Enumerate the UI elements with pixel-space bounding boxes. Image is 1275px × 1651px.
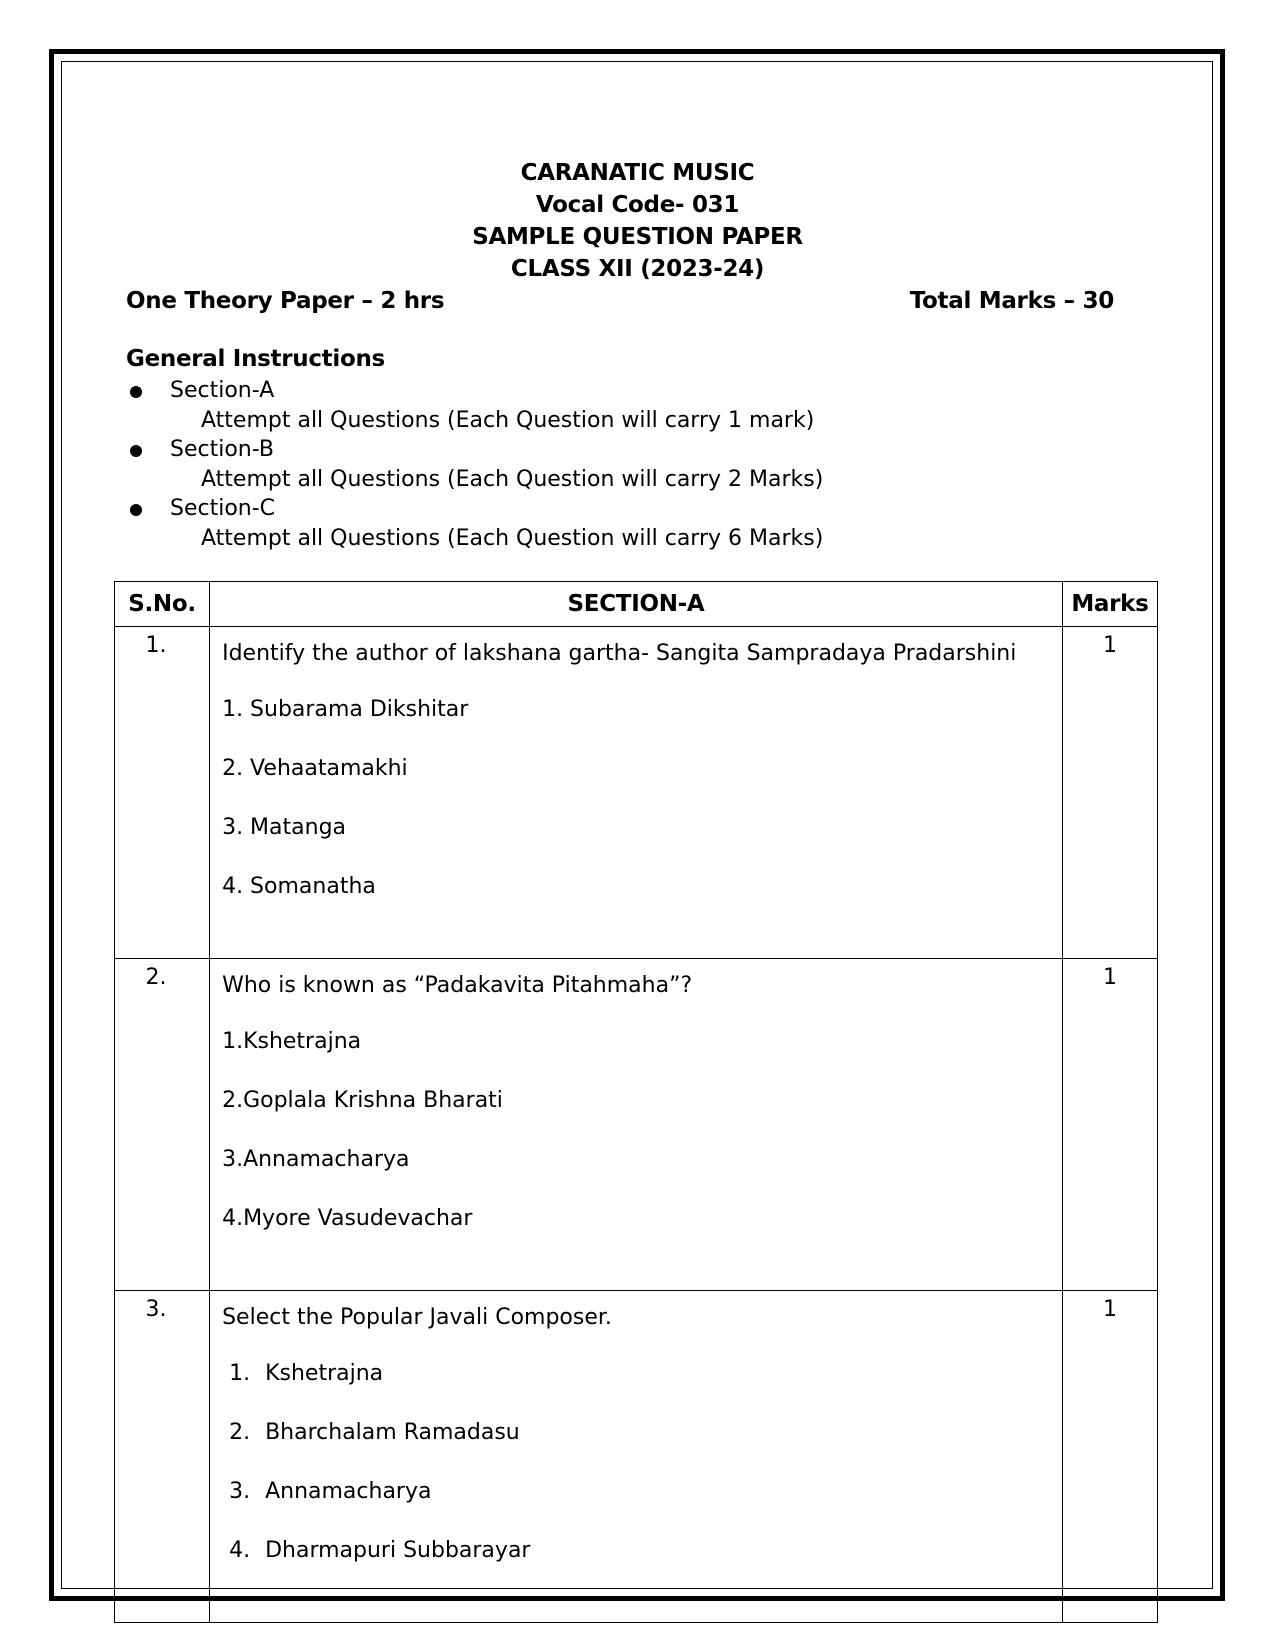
marks-header: Marks — [1062, 582, 1157, 627]
instruction-item — [126, 494, 823, 553]
option — [222, 1536, 1062, 1566]
option — [222, 1418, 1062, 1448]
question-text: Who is known as “Padakavita Pitahmaha”? — [222, 973, 693, 998]
paper-type: SAMPLE QUESTION PAPER — [472, 224, 803, 250]
option: 3.Annamacharya — [222, 1147, 410, 1172]
instruction-section: Section-B — [170, 437, 274, 462]
sno-header: S.No. — [115, 582, 210, 627]
instruction-desc: Attempt all Questions (Each Question will carry 1 mark) — [201, 407, 815, 433]
instruction-desc: Attempt all Questions (Each Question will carry 2 Marks) — [201, 466, 824, 492]
table-row — [115, 1291, 1158, 1623]
paper-duration: One Theory Paper – 2 hrs — [126, 288, 445, 314]
option-text: Kshetrajna — [265, 1361, 384, 1386]
bullet-icon — [130, 386, 142, 398]
total-marks: Total Marks – 30 — [909, 288, 1114, 314]
question-cell — [210, 959, 1063, 1291]
instruction-item — [126, 376, 823, 435]
question-number: 3. — [115, 1291, 210, 1623]
option-number: 2. — [229, 1420, 251, 1445]
question-number: 2. — [115, 959, 210, 1291]
option-text: Annamacharya — [265, 1479, 432, 1504]
bullet-icon — [130, 445, 142, 457]
instruction-section: Section-C — [170, 496, 276, 521]
question-text: Select the Popular Javali Composer. — [222, 1305, 612, 1330]
table-row — [115, 627, 1158, 959]
subject-code: Vocal Code- 031 — [535, 192, 740, 218]
class-year: CLASS XII (2023-24) — [510, 256, 765, 282]
question-marks: 1 — [1062, 959, 1157, 1291]
question-number: 1. — [115, 627, 210, 959]
option-number: 4. — [229, 1538, 251, 1563]
option-text: Dharmapuri Subbarayar — [265, 1538, 531, 1563]
option: 3. Matanga — [222, 815, 347, 840]
question-marks: 1 — [1062, 627, 1157, 959]
option-number: 1. — [229, 1361, 251, 1386]
instructions-list — [126, 376, 823, 553]
instruction-section: Section-A — [170, 378, 275, 403]
option-text: Bharchalam Ramadasu — [265, 1420, 520, 1445]
option — [222, 1477, 1062, 1507]
subject-title: CARANATIC MUSIC — [520, 160, 755, 186]
section-header: SECTION-A — [210, 582, 1063, 627]
instructions-title: General Instructions — [126, 346, 385, 372]
option — [222, 1359, 1062, 1389]
option-number: 3. — [229, 1479, 251, 1504]
option: 1. Subarama Dikshitar — [222, 697, 469, 722]
table-header-row — [115, 582, 1158, 627]
paper-header — [0, 157, 1275, 285]
instruction-item — [126, 435, 823, 494]
option: 2. Vehaatamakhi — [222, 756, 408, 781]
question-cell — [210, 627, 1063, 959]
option: 4. Somanatha — [222, 874, 376, 899]
question-cell — [210, 1291, 1063, 1623]
instruction-desc: Attempt all Questions (Each Question will carry 6 Marks) — [201, 525, 824, 551]
option: 2.Goplala Krishna Bharati — [222, 1088, 503, 1113]
table-row — [115, 959, 1158, 1291]
option: 1.Kshetrajna — [222, 1029, 362, 1054]
option: 4.Myore Vasudevachar — [222, 1206, 473, 1231]
question-text: Identify the author of lakshana gartha- Sangita Sampradaya Pradarshini — [222, 641, 1017, 666]
question-table — [114, 581, 1158, 1623]
question-marks: 1 — [1062, 1291, 1157, 1623]
bullet-icon — [130, 504, 142, 516]
